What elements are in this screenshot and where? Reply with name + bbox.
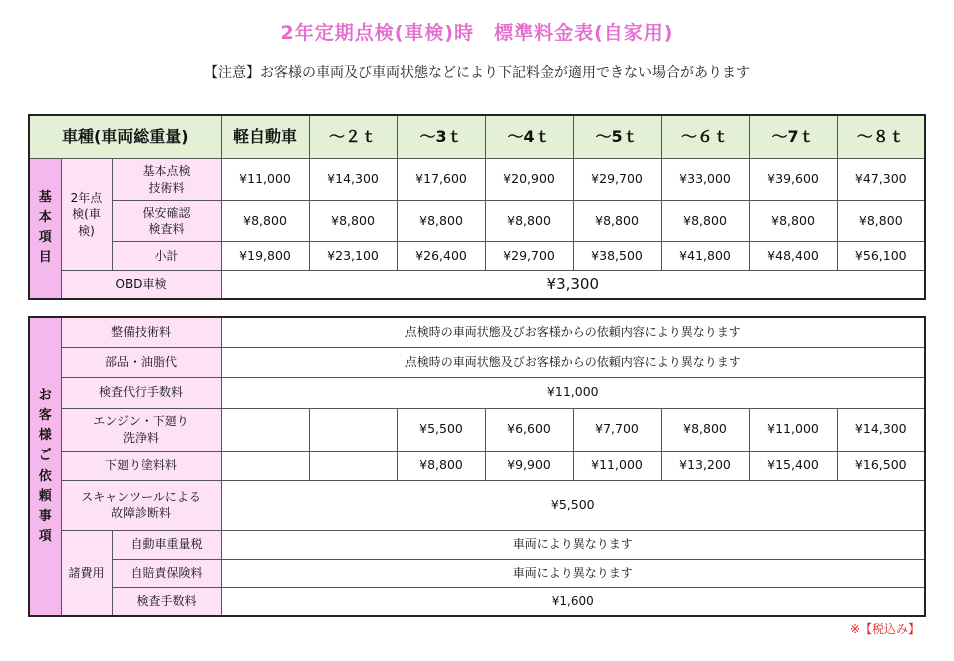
header-7t: ～7ｔ [749, 115, 837, 159]
customer-request-table [28, 316, 926, 617]
table-row [29, 271, 925, 299]
cell-value: ¥8,800 [397, 201, 485, 242]
table-row [29, 317, 925, 347]
row-label-maintenance: 整備技術料 [61, 317, 221, 347]
maintenance-value: 点検時の車両状態及びお客様からの依頼内容により異なります [221, 317, 925, 347]
cell-value: ¥11,000 [573, 451, 661, 480]
cell-value: ¥48,400 [749, 242, 837, 271]
cell-value [221, 451, 309, 480]
cell-value: ¥13,200 [661, 451, 749, 480]
cell-value: ¥8,800 [749, 201, 837, 242]
header-3t: ～3ｔ [397, 115, 485, 159]
row-label-weight-tax: 自動車重量税 [112, 530, 221, 559]
table-row [29, 201, 925, 242]
cell-value: ¥5,500 [397, 408, 485, 451]
cell-value: ¥16,500 [837, 451, 925, 480]
cell-value: ¥20,900 [485, 159, 573, 201]
group-label-customer-text: お 客 様 ご 依 頼 事 項 [38, 387, 52, 544]
cell-value: ¥8,800 [309, 201, 397, 242]
header-8t: ～８ｔ [837, 115, 925, 159]
row-label-basic-inspection [112, 159, 221, 201]
group-label-basic-text: 基 本 項 目 [38, 189, 52, 266]
notice-text: 【注意】お客様の車両及び車両状態などにより下記料金が適用できない場合があります [204, 65, 750, 81]
cell-value: ¥14,300 [837, 408, 925, 451]
cell-value: ¥8,800 [485, 201, 573, 242]
cell-value: ¥14,300 [309, 159, 397, 201]
cell-value: ¥33,000 [661, 159, 749, 201]
insurance-value: 車両により異なります [221, 559, 925, 587]
scan-tool-value: ¥5,500 [221, 480, 925, 530]
tax-included-note: ※【税込み】 [849, 622, 920, 636]
row-label-line2: 洗浄料 [123, 430, 160, 445]
row-label-inspection-agency: 検査代行手数料 [61, 377, 221, 408]
table-row [29, 159, 925, 201]
row-label-subtotal: 小計 [112, 242, 221, 271]
cell-value: ¥29,700 [573, 159, 661, 201]
row-label-scan-tool [61, 480, 221, 530]
page-title: 2年定期点検(車検)時 標準料金表(自家用) [280, 22, 674, 44]
row-label-inspection-fee: 検査手数料 [112, 587, 221, 616]
cell-value: ¥19,800 [221, 242, 309, 271]
row-label-insurance: 自賠責保険料 [112, 559, 221, 587]
cell-value: ¥8,800 [221, 201, 309, 242]
cell-value: ¥23,100 [309, 242, 397, 271]
row-label-obd: OBD車検 [61, 271, 221, 299]
row-label-engine-wash [61, 408, 221, 451]
table-row [29, 587, 925, 616]
cell-value: ¥38,500 [573, 242, 661, 271]
table-row [29, 451, 925, 480]
cell-value: ¥26,400 [397, 242, 485, 271]
table-row [29, 559, 925, 587]
table-row [29, 242, 925, 271]
parts-value: 点検時の車両状態及びお客様からの依頼内容により異なります [221, 347, 925, 377]
obd-value: ¥3,300 [221, 271, 925, 299]
table-row [29, 377, 925, 408]
row-label-line1: エンジン・下廻り [93, 414, 189, 429]
cell-value: ¥8,800 [397, 451, 485, 480]
inspection-agency-value: ¥11,000 [221, 377, 925, 408]
cell-value: ¥11,000 [749, 408, 837, 451]
cell-value: ¥29,700 [485, 242, 573, 271]
header-2t: ～２ｔ [309, 115, 397, 159]
group-label-basic [29, 159, 61, 299]
cell-value: ¥41,800 [661, 242, 749, 271]
inspection-fee-value: ¥1,600 [221, 587, 925, 616]
cell-value [221, 408, 309, 451]
cell-value [309, 408, 397, 451]
header-row [29, 115, 925, 159]
basic-fee-table [28, 114, 926, 300]
cell-value: ¥6,600 [485, 408, 573, 451]
row-label-underbody-paint: 下廻り塗料料 [61, 451, 221, 480]
cell-value: ¥8,800 [573, 201, 661, 242]
header-4t: ～4ｔ [485, 115, 573, 159]
sub-label-inspection-text: 2年点検(車検) [70, 191, 103, 238]
cell-value: ¥56,100 [837, 242, 925, 271]
cell-value: ¥8,800 [837, 201, 925, 242]
header-6t: ～６ｔ [661, 115, 749, 159]
cell-value: ¥47,300 [837, 159, 925, 201]
header-vehicle-type: 車種(車両総重量) [29, 115, 221, 159]
header-5t: ～5ｔ [573, 115, 661, 159]
row-label-line2: 検査料 [148, 222, 185, 236]
cell-value: ¥15,400 [749, 451, 837, 480]
cell-value: ¥9,900 [485, 451, 573, 480]
row-label-line2: 技術料 [148, 180, 185, 195]
cell-value: ¥8,800 [661, 201, 749, 242]
table-row [29, 408, 925, 451]
weight-tax-value: 車両により異なります [221, 530, 925, 559]
sub-label-inspection [61, 159, 112, 271]
cell-value: ¥11,000 [221, 159, 309, 201]
row-label-line1: スキャンツールによる [81, 489, 201, 504]
row-label-misc-fees: 諸費用 [61, 530, 112, 616]
row-label-line1: 基本点検 [142, 164, 191, 179]
cell-value: ¥17,600 [397, 159, 485, 201]
row-label-parts: 部品・油脂代 [61, 347, 221, 377]
row-label-line1: 保安確認 [142, 205, 191, 220]
row-label-line2: 故障診断料 [111, 506, 172, 520]
cell-value: ¥39,600 [749, 159, 837, 201]
group-label-customer [29, 317, 61, 616]
cell-value: ¥8,800 [661, 408, 749, 451]
table-row [29, 530, 925, 559]
table-row [29, 480, 925, 530]
table-row [29, 347, 925, 377]
cell-value [309, 451, 397, 480]
header-kei: 軽自動車 [221, 115, 309, 159]
row-label-safety-check [112, 201, 221, 242]
cell-value: ¥7,700 [573, 408, 661, 451]
